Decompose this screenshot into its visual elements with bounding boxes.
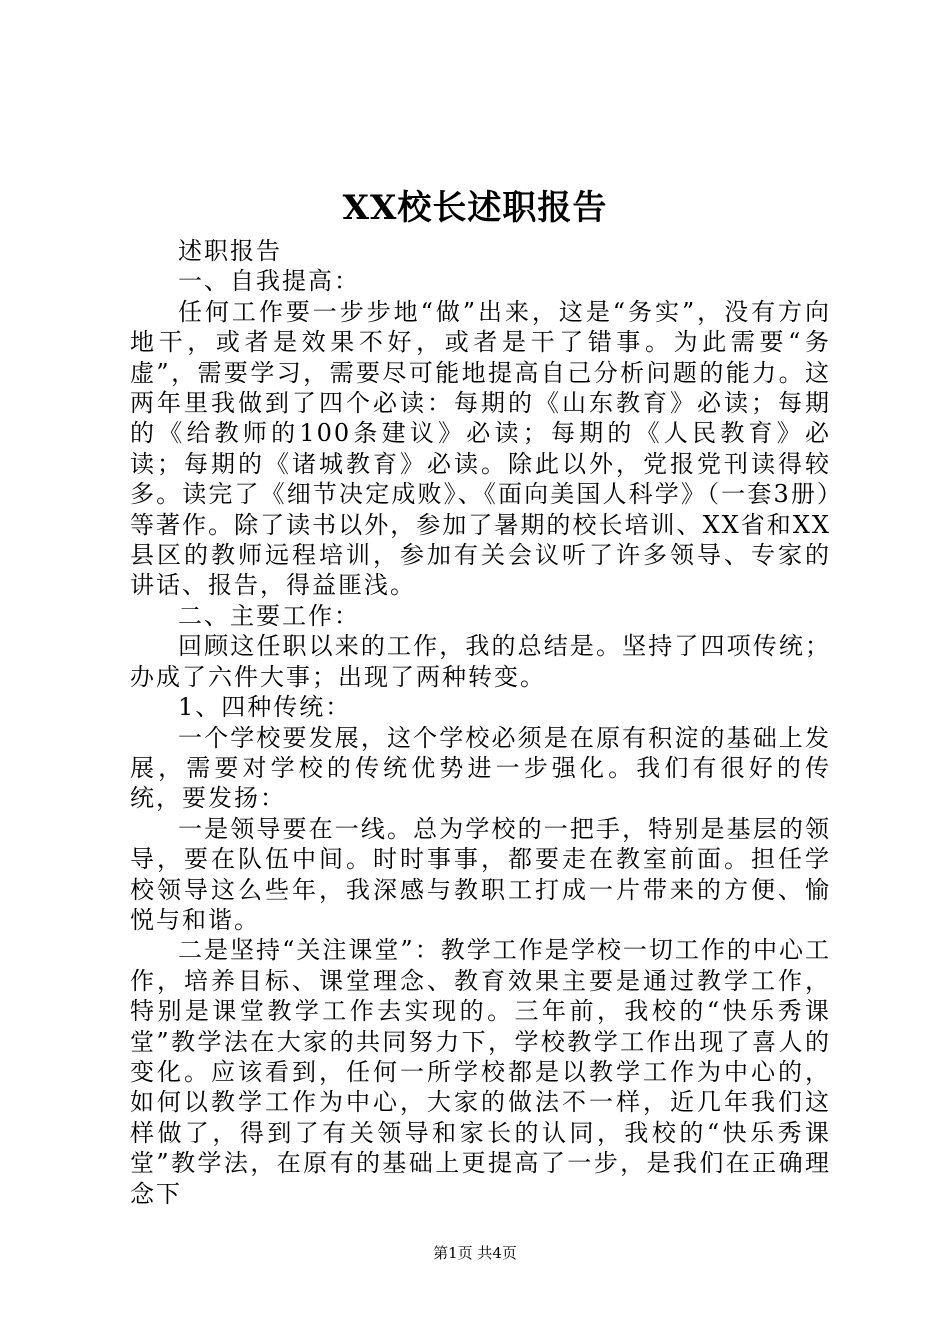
paragraph: 任何工作要一步步地“做”出来，这是“务实”，没有方向地干，或者是效果不好，或者是干了错事。为此需要“务虚”，需要学习，需要尽可能地提高自己分析问题的能力。这两年里我做到了四个必读：每期的《山东教育》必读；每期的《给教师的100条建议》必读；每期的《人民教育》必读；每期的《诸城教育》必读。除此以外，党报党刊读得较多。读完了《细节决定成败》、《面向美国人科学》（一套3册）等著作。除了读书以外，参加了暑期的校长培训、XX省和XX县区的教师远程培训，参加有关会议听了许多领导、专家的讲话、报告，得益匪浅。 xyxy=(130,297,831,600)
section-heading: 二、主要工作： xyxy=(178,601,360,630)
paragraph: 回顾这任职以来的工作，我的总结是。坚持了四项传统；办成了六件大事；出现了两种转变。 xyxy=(130,632,831,691)
document-body xyxy=(130,236,831,1209)
document-title: XX校长述职报告 xyxy=(342,188,608,228)
section-heading: 一、自我提高： xyxy=(178,267,360,296)
paragraph: 一个学校要发展，这个学校必须是在原有积淀的基础上发展，需要对学校的传统优势进一步强化。我们有很好的传统，要发扬： xyxy=(130,723,831,813)
paragraph: 一是领导要在一线。总为学校的一把手，特别是基层的领导，要在队伍中间。时时事事，都要走在教室前面。担任学校领导这么些年，我深感与教职工打成一片带来的方便、愉悦与和谐。 xyxy=(130,814,831,934)
page-footer: 第1页 共4页 xyxy=(433,1244,517,1262)
paragraph: 述职报告 xyxy=(178,237,282,265)
subsection-heading: 1、四种传统： xyxy=(178,693,352,722)
paragraph: 二是坚持“关注课堂”：教学工作是学校一切工作的中心工作，培养目标、课堂理念、教育效果主要是通过教学工作，特别是课堂教学工作去实现的。三年前，我校的“快乐秀课堂”教学法在大家的共同努力下，学校教学工作出现了喜人的变化。应该看到，任何一所学校都是以教学工作为中心的，如何以教学工作为中心，大家的做法不一样，近几年我们这样做了，得到了有关领导和家长的认同，我校的“快乐秀课堂”教学法，在原有的基础上更提高了一步，是我们在正确理念下 xyxy=(130,936,831,1208)
